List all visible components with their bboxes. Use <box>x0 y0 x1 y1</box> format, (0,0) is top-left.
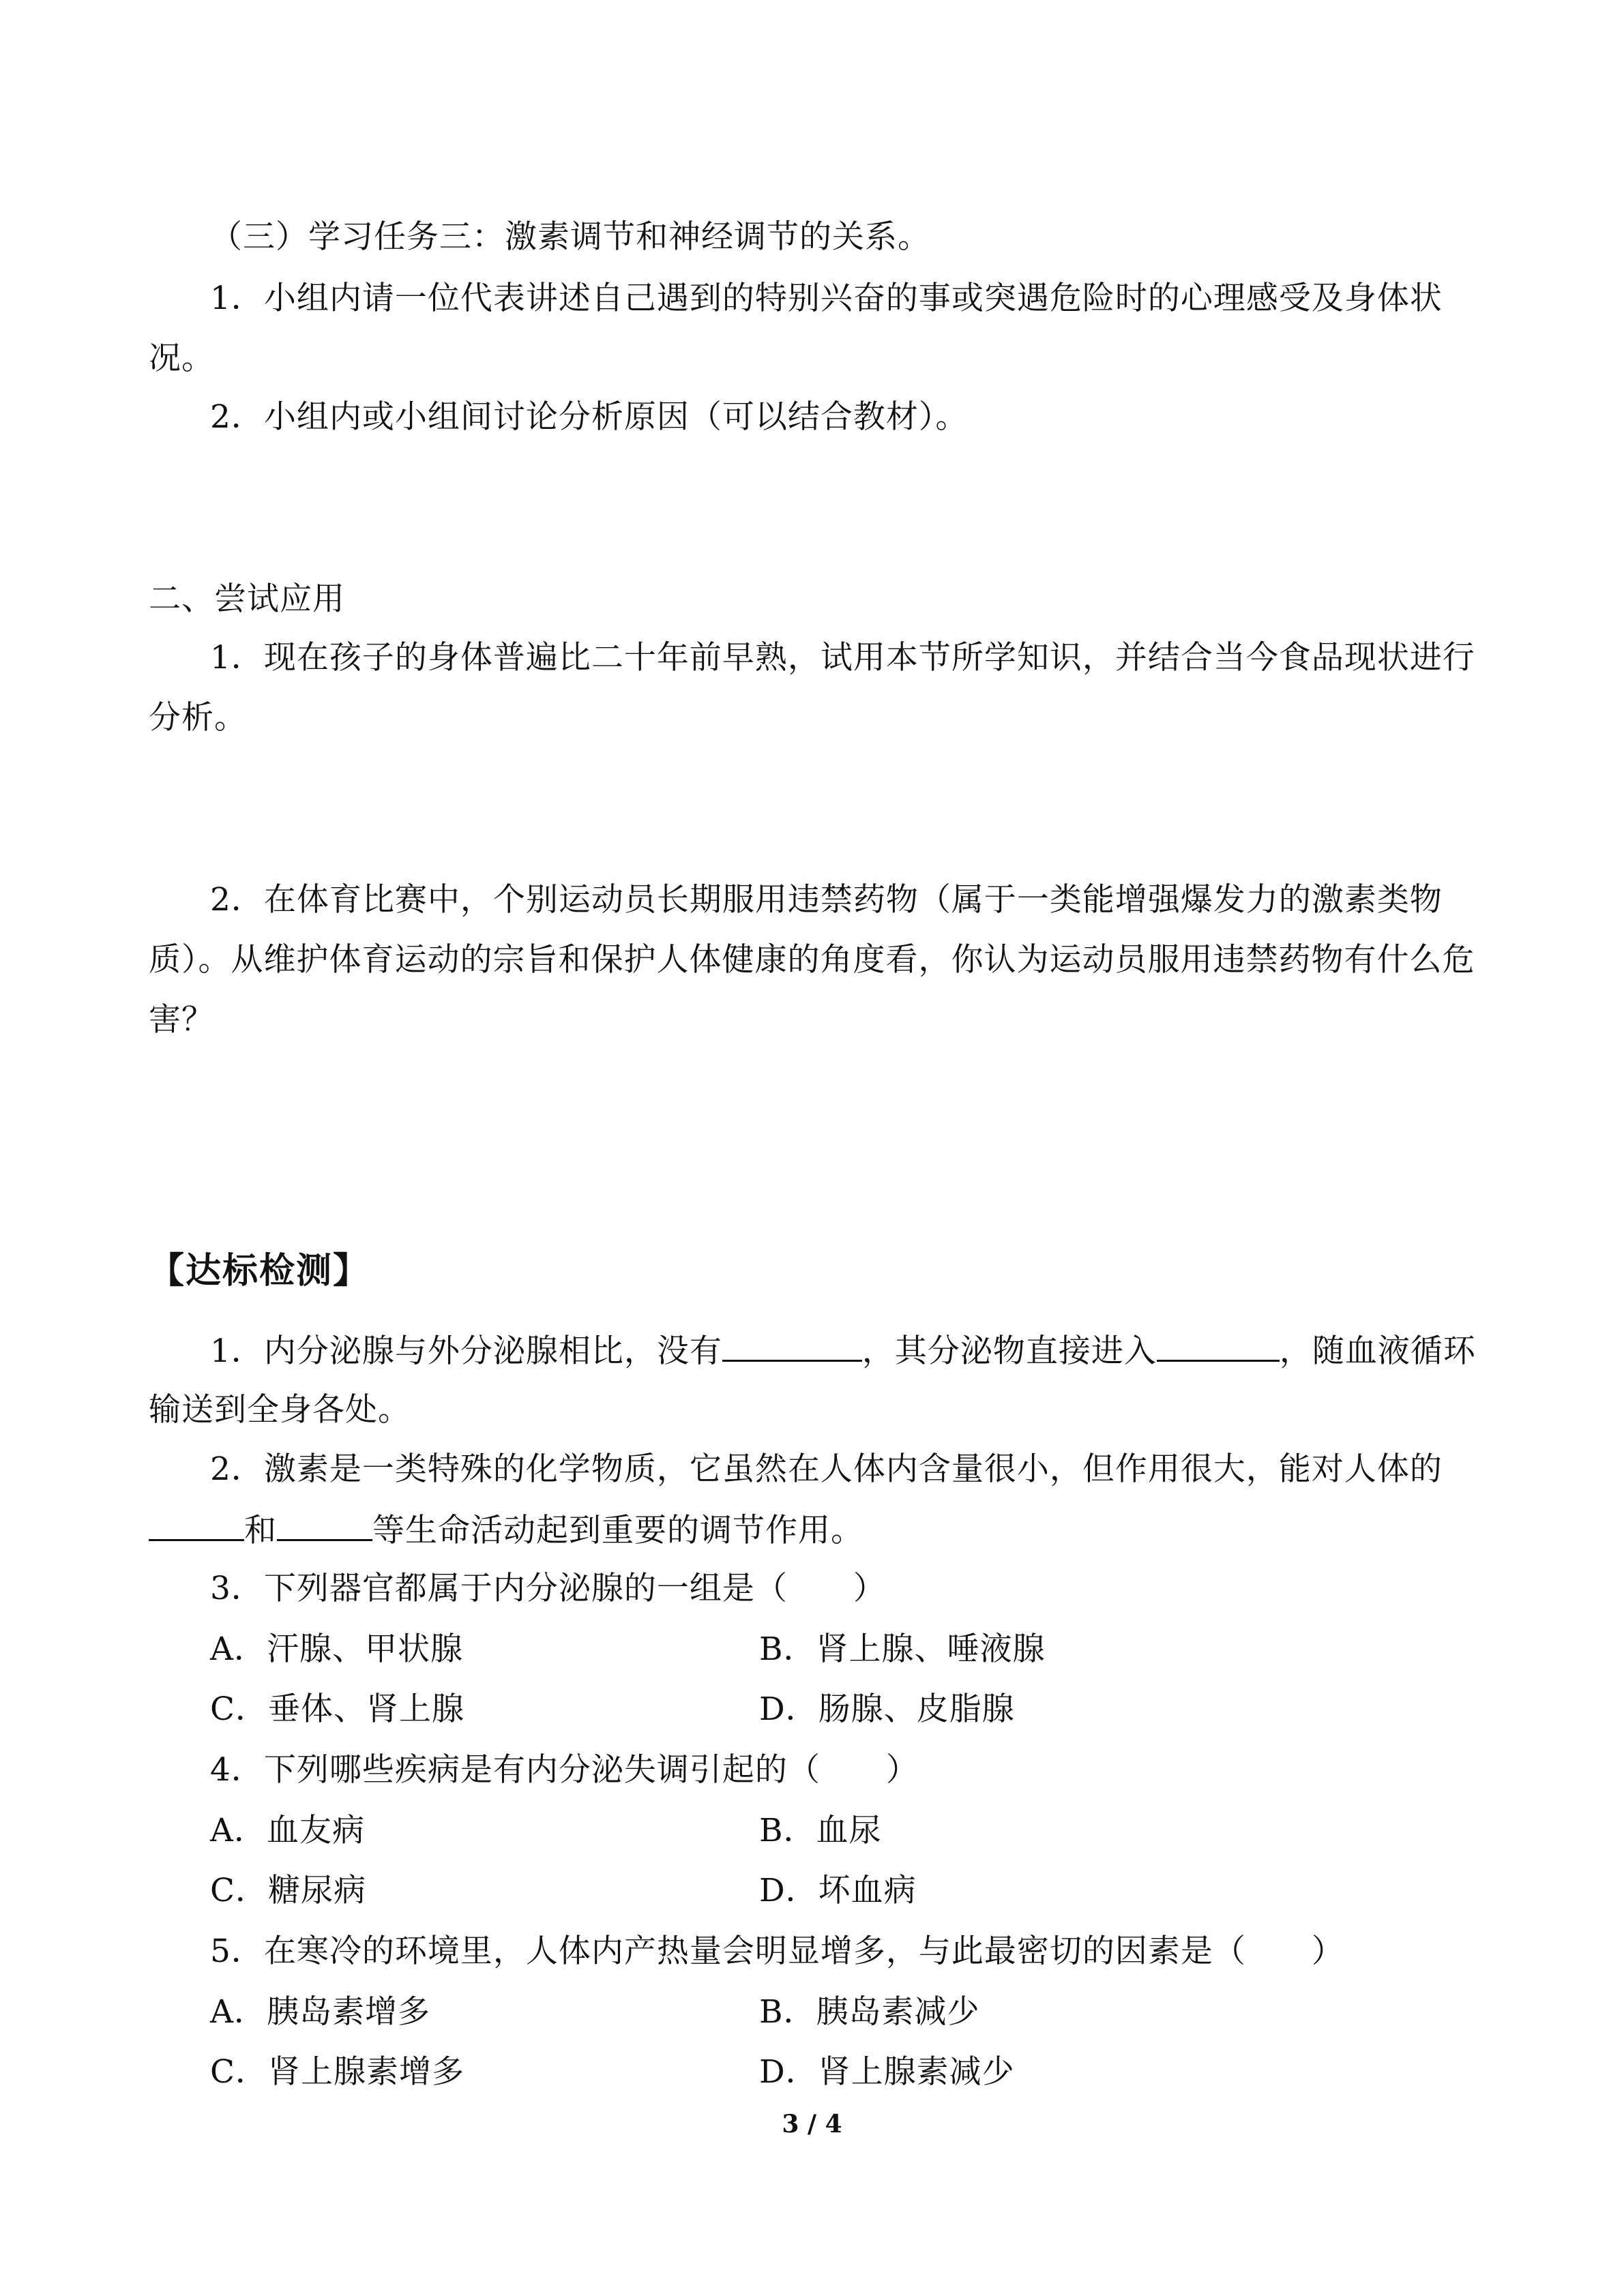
fill-blank[interactable] <box>1157 1330 1280 1362</box>
check-section-title: 【达标检测】 <box>149 1251 370 1292</box>
check-q4-option-a: A．血友病 <box>210 1812 365 1849</box>
application-q1-line1: 1．现在孩子的身体普遍比二十年前早熟，试用本节所学知识，并结合当今食品现状进行 <box>210 639 1475 676</box>
check-q4-option-d: D．坏血病 <box>759 1872 917 1909</box>
check-q2-line2 <box>149 1509 863 1551</box>
check-q4-option-c: C．糖尿病 <box>210 1872 366 1909</box>
task3-item2: 2．小组内或小组间讨论分析原因（可以结合教材）。 <box>210 398 969 436</box>
check-q3-option-b: B．肾上腺、唾液腺 <box>759 1630 1046 1668</box>
check-q5-option-b: B．胰岛素减少 <box>759 1993 980 2031</box>
check-q2-text-mid: 和 <box>244 1512 277 1549</box>
check-q5-option-d: D．肾上腺素减少 <box>759 2053 1015 2091</box>
check-q2-text-end: 等生命活动起到重要的调节作用。 <box>372 1512 863 1549</box>
check-q3: 3．下列器官都属于内分泌腺的一组是（ ） <box>210 1570 886 1607</box>
application-q1-line2: 分析。 <box>149 699 247 736</box>
task3-item1-line2: 况。 <box>149 340 214 377</box>
task3-item1-line1: 1．小组内请一位代表讲述自己遇到的特别兴奋的事或突遇危险时的心理感受及身体状 <box>210 280 1443 317</box>
check-q3-option-d: D．肠腺、皮脂腺 <box>759 1690 1015 1728</box>
check-q4-option-b: B．血尿 <box>759 1812 882 1849</box>
application-title: 二、尝试应用 <box>149 580 345 618</box>
page-number: 3 / 4 <box>782 2110 842 2138</box>
fill-blank[interactable] <box>722 1330 862 1362</box>
application-q2-line3: 害？ <box>149 1001 214 1039</box>
check-q2-line1: 2．激素是一类特殊的化学物质，它虽然在人体内含量很小，但作用很大，能对人体的 <box>210 1450 1443 1488</box>
check-q5-option-a: A．胰岛素增多 <box>210 1993 430 2031</box>
fill-blank[interactable] <box>149 1509 244 1541</box>
task3-title: （三）学习任务三：激素调节和神经调节的关系。 <box>210 218 930 256</box>
check-q4: 4．下列哪些疾病是有内分泌失调引起的（ ） <box>210 1751 919 1789</box>
check-q5-option-c: C．肾上腺素增多 <box>210 2053 464 2091</box>
check-q1-text-b: ，其分泌物直接进入 <box>861 1332 1157 1370</box>
check-q1-line2: 输送到全身各处。 <box>149 1391 411 1429</box>
check-q3-option-c: C．垂体、肾上腺 <box>210 1690 464 1728</box>
check-q1-text-a: 1．内分泌腺与外分泌腺相比，没有 <box>210 1332 722 1370</box>
check-q5: 5．在寒冷的环境里，人体内产热量会明显增多，与此最密切的因素是（ ） <box>210 1933 1344 1970</box>
fill-blank[interactable] <box>277 1509 372 1541</box>
check-q1-line1 <box>210 1330 1476 1372</box>
check-q1-text-c: ，随血液循环 <box>1279 1332 1476 1370</box>
check-q3-option-a: A．汗腺、甲状腺 <box>210 1630 463 1668</box>
application-q2-line1: 2．在体育比赛中，个别运动员长期服用违禁药物（属于一类能增强爆发力的激素类物 <box>210 881 1443 919</box>
application-q2-line2: 质）。从维护体育运动的宗旨和保护人体健康的角度看，你认为运动员服用违禁药物有什么危 <box>149 941 1475 979</box>
